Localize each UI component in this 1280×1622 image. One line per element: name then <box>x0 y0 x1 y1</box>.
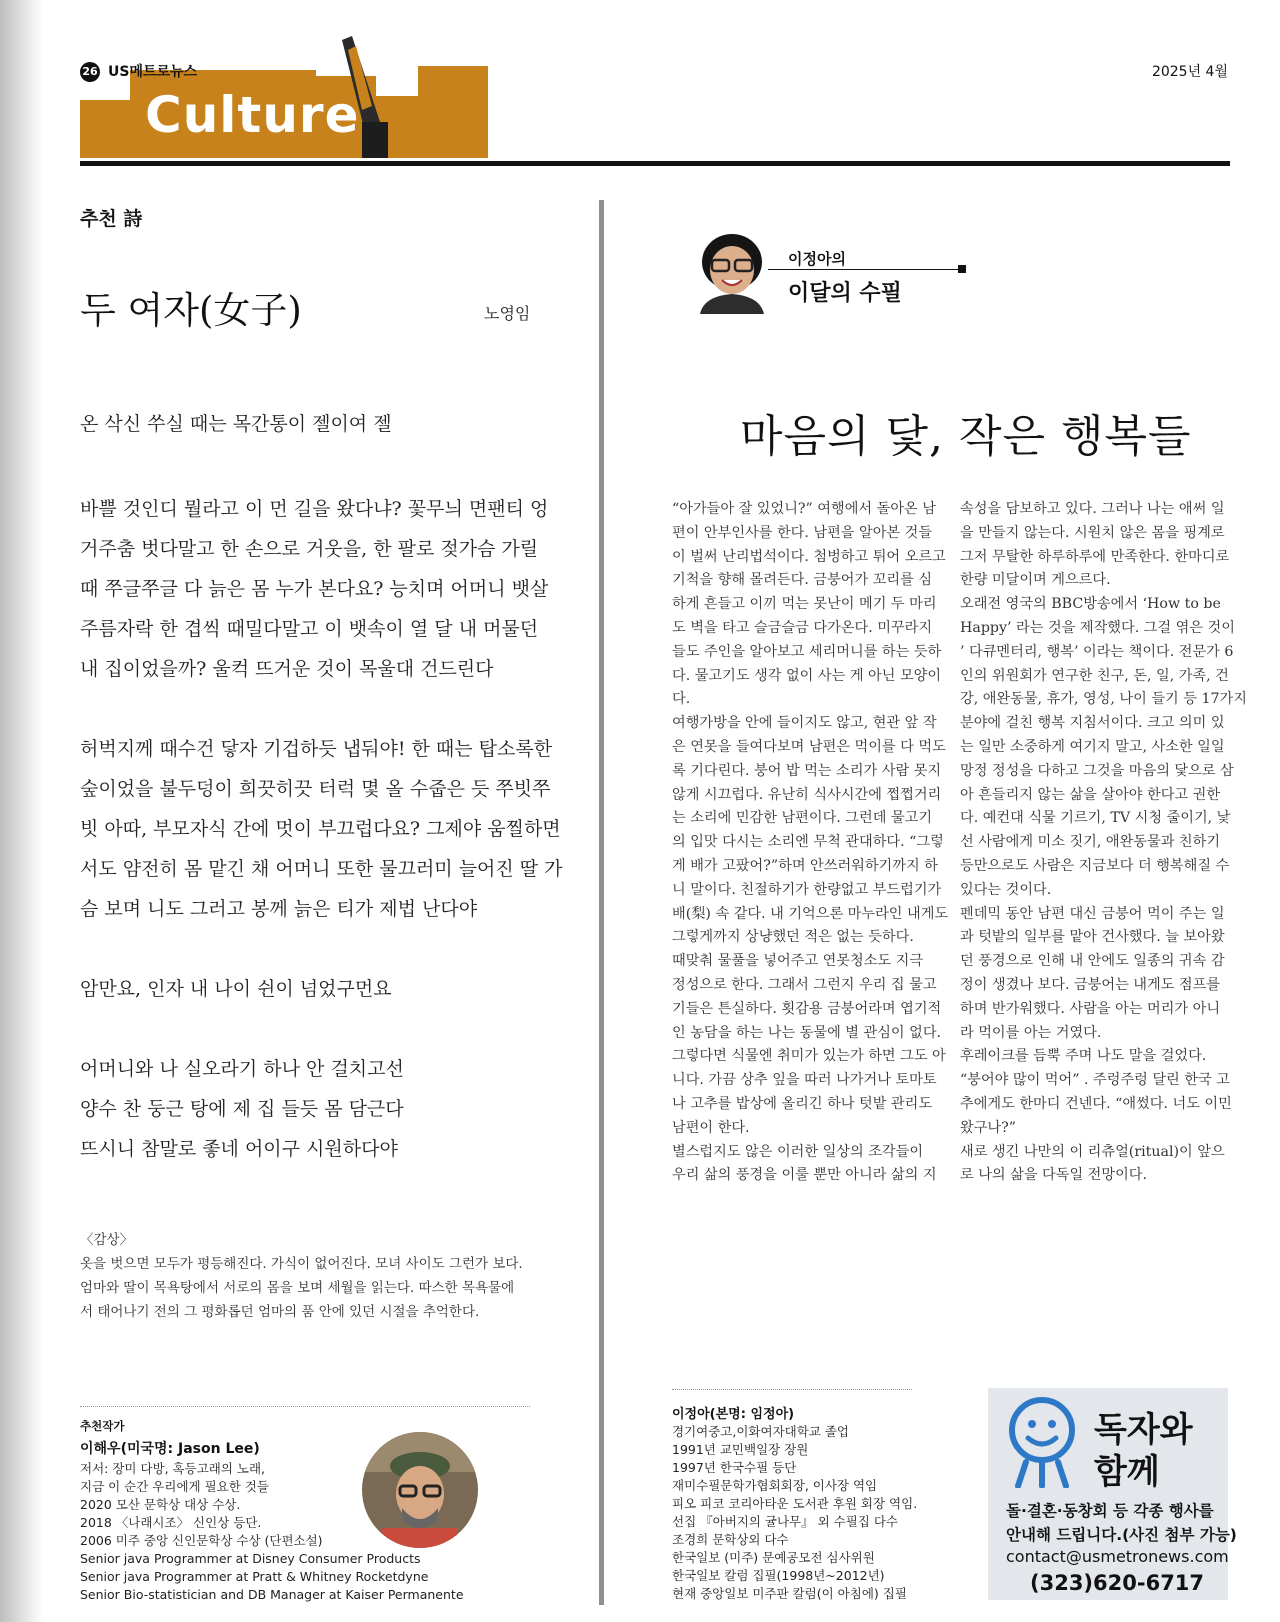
ad-phone[interactable]: (323)620-6717 <box>1030 1571 1205 1595</box>
poem-line: 허벅지께 때수건 닿자 기겁하듯 냅둬야! 한 때는 탑소록한 <box>80 738 553 760</box>
text-line: 도 벽을 타고 슬금슬금 다가온다. 미꾸라지 <box>672 620 933 636</box>
text-line: 다. 예컨대 식물 기르기, TV 시청 줄이기, 낯 <box>960 810 1231 827</box>
text-line: 한국일보 (미주) 문예공모전 심사위원 <box>672 1550 875 1565</box>
text-line: 정이 생겼나 보다. 금붕어는 내게도 점프를 <box>960 977 1221 993</box>
text-line: 과 텃밭의 일부를 맡아 건사했다. 늘 보아왔 <box>960 929 1225 946</box>
text-line: 강, 애완동물, 휴가, 영성, 나이 들기 등 17가지 <box>960 691 1247 708</box>
text-line: 다. 물고기도 생각 없이 사는 게 아닌 모양이 <box>672 667 942 684</box>
text-line: 편이 안부인사를 한다. 남편을 알아본 것들 <box>672 524 933 541</box>
text-line: 현재 중앙일보 미주판 칼럼(이 아침에) 집필 <box>672 1586 907 1601</box>
poem-line: 거주춤 벗다말고 한 손으로 거웃을, 한 팔로 젖가슴 가릴 <box>80 538 539 560</box>
text-line: 그렇다면 식물엔 취미가 있는가 하면 그도 아 <box>672 1048 946 1065</box>
byline-rule-end <box>958 265 966 273</box>
poem-author: 노영임 <box>484 304 531 323</box>
text-line: 인의 위원회가 연구한 친구, 돈, 일, 가족, 건 <box>960 667 1229 684</box>
text-line: 하게 흔들고 이끼 먹는 못난이 메기 두 마리 <box>672 596 937 613</box>
text-line: 을 만들지 않는다. 시원치 않은 몸을 핑계로 <box>960 524 1225 541</box>
text-line: Happy’ 라는 것을 제작했다. 그걸 엮은 것이 <box>960 620 1235 636</box>
poem-line: 슴 보며 니도 그러고 봉께 늙은 티가 제법 난다야 <box>80 898 478 920</box>
text-line: 조경희 문학상외 다수 <box>672 1532 789 1547</box>
text-line: 속성을 담보하고 있다. 그러나 나는 애써 일 <box>960 501 1225 517</box>
ad-text: 돌·결혼·동창회 등 각종 행사를 <box>1006 1502 1214 1520</box>
text-line: 추에게도 한마디 건넨다. “애썼다. 너도 이민 <box>960 1096 1232 1112</box>
text-line: “아가들아 잘 있었니?” 여행에서 돌아온 남 <box>672 501 936 517</box>
text-line: 후레이크를 듬뿍 주며 나도 말을 걸었다. <box>960 1048 1207 1065</box>
text-line: 1997년 한국수필 등단 <box>672 1460 797 1475</box>
poem-line: 내 집이었을까? 울컥 뜨거운 것이 목울대 건드린다 <box>80 658 494 680</box>
page-number: 26 <box>80 62 100 82</box>
text-line: 기척을 향해 몰려든다. 금붕어가 꼬리를 심 <box>672 572 933 589</box>
recommender-bio-line: Senior java Programmer at Pratt & Whitney Rocketdyne <box>80 1569 429 1584</box>
header-rule <box>80 161 1230 166</box>
ad-email-link[interactable]: contact@usmetronews.com <box>1006 1547 1229 1566</box>
text-line: 않게 시끄럽다. 유난히 식사시간에 쩝쩝거리 <box>672 786 942 803</box>
section-title: Culture <box>145 86 360 144</box>
recommender-name: 이해우(미국명: Jason Lee) <box>80 1441 260 1457</box>
text-line: 때맞춰 물풀을 넣어주고 연못청소도 지극 <box>672 953 924 970</box>
text-line: 로 나의 삶을 다독일 전망이다. <box>960 1167 1148 1184</box>
recommender-photo <box>362 1432 478 1548</box>
text-line: 록 기다린다. 붕어 밥 먹는 소리가 사람 못지 <box>672 762 942 779</box>
bio-rule <box>672 1389 912 1390</box>
text-line: 는 소리에 민감한 남편이다. 그런데 물고기 <box>672 810 933 827</box>
text-line: 피오 피코 코리아타운 도서관 후원 회장 역임. <box>672 1496 918 1511</box>
poem-line: 뜨시니 참말로 좋네 어이구 시원하다야 <box>80 1138 398 1160</box>
review-line: 옷을 벗으면 모두가 평등해진다. 가식이 없어진다. 모녀 사이도 그런가 보다. <box>80 1256 523 1272</box>
review-title: 〈감상〉 <box>80 1232 134 1248</box>
poem-line: 때 쭈글쭈글 다 늙은 몸 누가 본다요? 능치며 어머니 뱃살 <box>80 578 549 600</box>
text-line: 는 일만 소중하게 여기지 말고, 사소한 일일 <box>960 739 1225 755</box>
text-line: 별스럽지도 않은 이러한 일상의 조각들이 <box>672 1143 924 1160</box>
poem-line: 숲이었을 불두덩이 희끗히끗 터럭 몇 올 수줍은 듯 쭈빗쭈 <box>80 778 551 800</box>
poem-line: 양수 찬 둥근 탕에 제 집 들듯 몸 담근다 <box>80 1098 404 1120</box>
text-line: 경기여중고,이화여자대학교 졸업 <box>672 1424 849 1439</box>
text-line: 그저 무탈한 하루하루에 만족한다. 한마디로 <box>960 548 1230 565</box>
text-line: 아 흔들리지 않는 삶을 살아야 한다고 권한 <box>960 786 1221 803</box>
essayist-name: 이정아(본명: 임정아) <box>672 1407 795 1422</box>
text-line: 재미수필문학가협회회장, 이사장 역임 <box>672 1478 878 1493</box>
text-line: 하며 반가워했다. 사람을 아는 머리가 아니 <box>960 1000 1221 1017</box>
text-line: 배(梨) 속 같다. 내 기억으론 마누라인 내게도 <box>672 905 949 922</box>
text-line: 니다. 가끔 상추 잎을 따러 나가거나 토마토 <box>672 1072 937 1089</box>
text-line: 왔구나?” <box>960 1119 1016 1136</box>
text-line: 의 입맛 다시는 소리엔 무척 관대하다. “그렇 <box>672 834 944 851</box>
text-line: 남편이 한다. <box>672 1119 750 1136</box>
poem-line: 바쁠 것인디 뭘라고 이 먼 길을 왔다냐? 꽃무늬 면팬티 엉 <box>80 498 549 520</box>
text-line: 이 벌써 난리법석이다. 첨벙하고 튀어 오르고 <box>672 548 946 565</box>
page-spine-shadow <box>0 0 44 1622</box>
section-rule <box>80 1406 530 1407</box>
text-line: 던 풍경으로 인해 내 안에도 일종의 귀속 감 <box>960 953 1225 970</box>
text-line: 선집 『아버지의 귤나무』 외 수필집 다수 <box>672 1514 898 1529</box>
text-line: 새로 생긴 나만의 이 리츄얼(ritual)이 앞으 <box>960 1143 1225 1160</box>
poem-section-label: 추천 詩 <box>80 208 143 230</box>
text-line: 은 연못을 들여다보며 남편은 먹이를 다 먹도 <box>672 739 946 755</box>
text-line: 한국일보 칼럼 집필(1998년~2012년) <box>672 1568 885 1583</box>
text-line: 한량 미달이며 게으르다. <box>960 572 1111 589</box>
text-line: 여행가방을 안에 들이지도 않고, 현관 앞 작 <box>672 715 937 732</box>
review-line: 엄마와 딸이 목욕탕에서 서로의 몸을 보며 세월을 읽는다. 따스한 목욕물에 <box>80 1280 515 1296</box>
smiley-person-icon <box>996 1392 1092 1488</box>
text-line: 니 말이다. 친절하기가 한량없고 부드럽기가 <box>672 881 942 898</box>
ad-title: 독자와 <box>1094 1410 1193 1450</box>
text-line: 들도 주인을 알아보고 세리머니를 하는 듯하 <box>672 643 942 660</box>
byline-rule <box>768 269 960 270</box>
text-line: 망정 정성을 다하고 그것을 마음의 닻으로 삼 <box>960 762 1234 779</box>
ad-text: 안내해 드립니다.(사진 첨부 가능) <box>1006 1526 1237 1544</box>
issue-date: 2025년 4월 <box>1151 64 1228 80</box>
text-line: 분야에 걸친 행복 지침서이다. 크고 의미 있 <box>960 715 1225 732</box>
text-line: 선 사람에게 미소 짓기, 애완동물과 친하기 <box>960 834 1221 851</box>
column-divider <box>599 200 604 1605</box>
text-line: 우리 삶의 풍경을 이룰 뿐만 아니라 삶의 지 <box>672 1167 937 1184</box>
essay-series-title: 이달의 수필 <box>788 281 902 306</box>
text-line: 나 고추를 밥상에 올리긴 하나 텃밭 관리도 <box>672 1096 933 1112</box>
text-line: 그렇게까지 상냥했던 적은 없는 듯하다. <box>672 929 914 946</box>
poem-line: 온 삭신 쑤실 때는 목간통이 젤이여 젤 <box>80 413 392 435</box>
recommender-bio-line: 2006 미주 중앙 신인문학상 수상 (단편소설) <box>80 1533 323 1548</box>
poem-line: 어머니와 나 실오라기 하나 안 걸치고선 <box>80 1058 404 1080</box>
text-line: 라 먹이를 아는 거였다. <box>960 1024 1102 1041</box>
text-line: ’ 다큐멘터리, 행복’ 이라는 책이다. 전문가 6 <box>960 643 1234 660</box>
text-line: 있다는 것이다. <box>960 881 1052 898</box>
recommender-bio-line: 저서: 장미 다방, 혹등고래의 노래, <box>80 1461 266 1476</box>
recommender-label: 추천작가 <box>80 1419 125 1433</box>
poem-line: 암만요, 인자 내 나이 쉰이 넘었구먼요 <box>80 978 392 1000</box>
text-line: 기들은 튼실하다. 횟감용 금붕어라며 엽기적 <box>672 1000 942 1017</box>
text-line: 펜데믹 동안 남편 대신 금붕어 먹이 주는 일 <box>960 905 1225 922</box>
recommender-bio-line: 지금 이 순간 우리에게 필요한 것들 <box>80 1479 269 1494</box>
essay-byline: 이정아의 <box>788 250 846 268</box>
text-line: 정성으로 한다. 그래서 그런지 우리 집 물고 <box>672 977 937 993</box>
essayist-photo <box>690 226 774 314</box>
recommender-bio-line: 2018 〈나래시조〉 신인상 등단. <box>80 1515 262 1530</box>
poem-line: 빗 아따, 부모자식 간에 멋이 부끄럽다요? 그제야 움찔하면 <box>80 818 561 840</box>
text-line: 다. <box>672 691 691 708</box>
recommender-bio-line: 2020 모산 문학상 대상 수상. <box>80 1497 241 1512</box>
text-line: 등만으로도 사람은 지금보다 더 행복해질 수 <box>960 858 1230 874</box>
recommender-bio-line: Senior Bio-statistician and DB Manager at Kaiser Permanente <box>80 1587 464 1602</box>
poem-title: 두 여자(女子) <box>80 289 302 332</box>
text-line: 오래전 영국의 BBC방송에서 ‘How to be <box>960 596 1221 613</box>
recommender-bio-line: Senior java Programmer at Disney Consumer Products <box>80 1551 421 1566</box>
poem-line: 주름자락 한 겹씩 때밀다말고 이 뱃속이 열 달 내 머물던 <box>80 618 539 640</box>
text-line: 1991년 교민백일장 장원 <box>672 1442 809 1457</box>
review-line: 서 태어나기 전의 그 평화롭던 엄마의 품 안에 있던 시절을 추억한다. <box>80 1304 480 1320</box>
text-line: 인 농담을 하는 나는 동물에 별 관심이 없다. <box>672 1024 942 1041</box>
text-line: “붕어야 많이 먹어” . 주렁주렁 달린 한국 고 <box>960 1072 1230 1089</box>
ad-title: 함께 <box>1094 1452 1160 1492</box>
text-line: 게 배가 고팠어?”하며 안쓰러워하기까지 하 <box>672 858 938 874</box>
poem-line: 서도 얌전히 몸 맡긴 채 어머니 또한 물끄러미 늘어진 딸 가 <box>80 858 563 880</box>
publication-name: US메트로뉴스 <box>108 64 198 80</box>
essay-title: 마음의 닻, 작은 행복들 <box>740 411 1192 462</box>
